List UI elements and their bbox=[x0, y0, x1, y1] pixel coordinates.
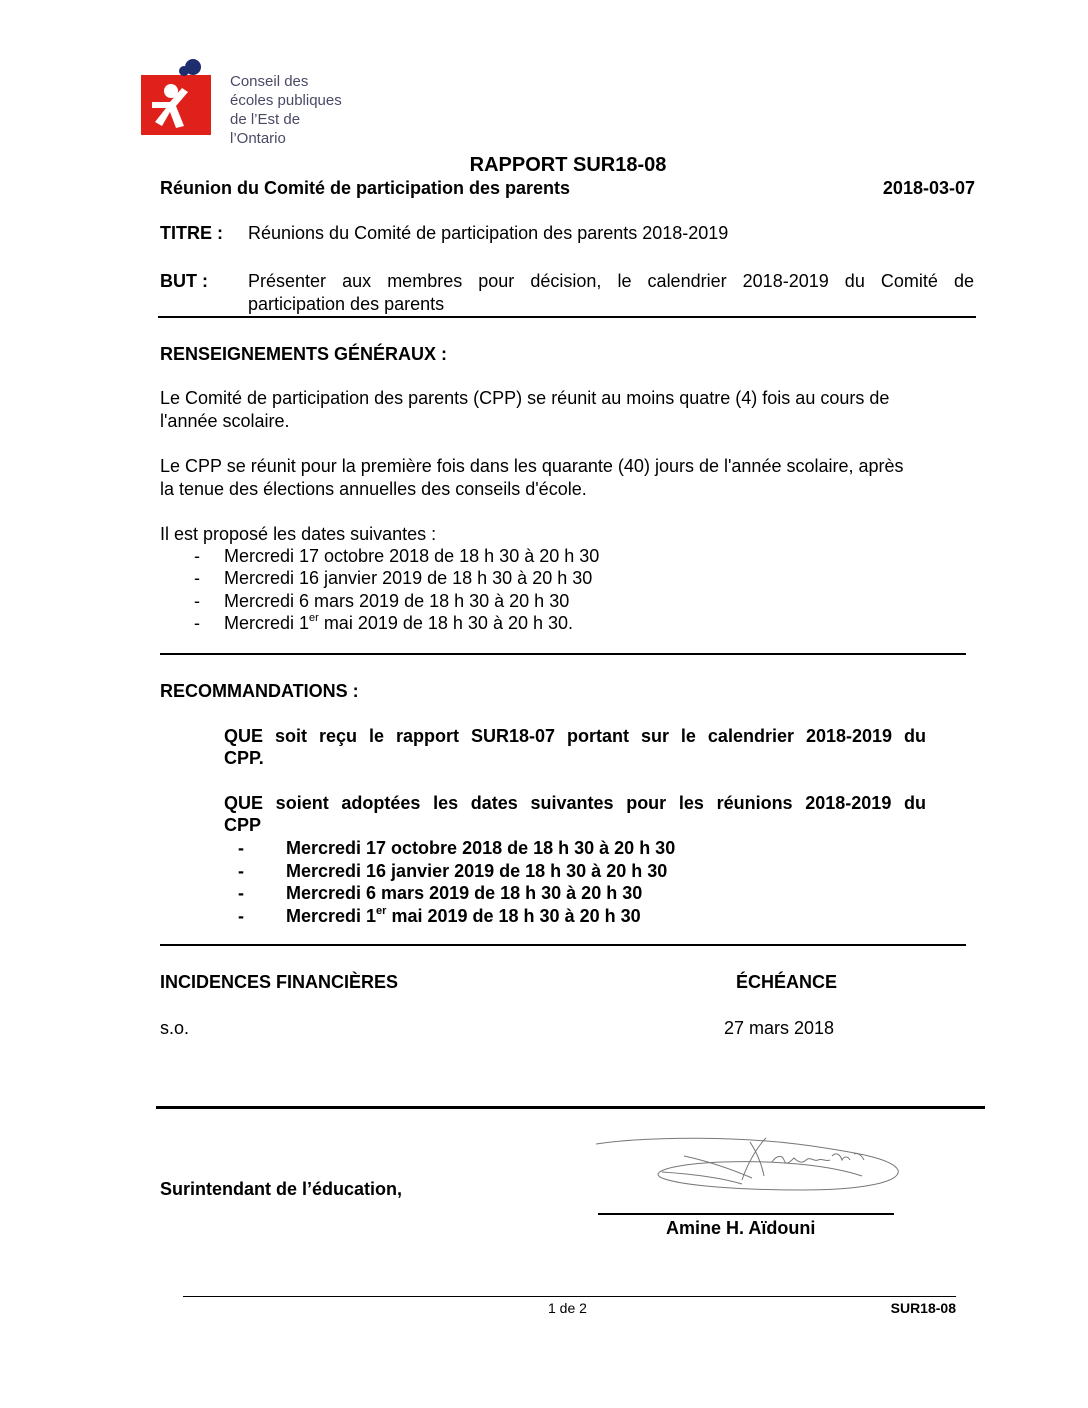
recommendation-line: CPP bbox=[224, 815, 262, 835]
paragraph-line: Le Comité de participation des parents (CPP) se réunit au moins quatre (4) fois au cours de bbox=[160, 388, 890, 408]
but-text-line2: participation des parents bbox=[248, 294, 445, 314]
handwritten-signature-icon bbox=[592, 1132, 904, 1202]
incidences-value: s.o. bbox=[160, 1018, 190, 1038]
recommendation-line: CPP. bbox=[224, 748, 264, 768]
superscript: er bbox=[309, 612, 319, 624]
paragraph-line: l'année scolaire. bbox=[160, 411, 290, 431]
section-heading-recommandations: RECOMMANDATIONS : bbox=[160, 681, 359, 701]
logo-text-line: écoles publiques bbox=[230, 92, 342, 109]
list-item bbox=[224, 612, 573, 634]
report-date: 2018-03-07 bbox=[882, 178, 975, 198]
list-item: Mercredi 6 mars 2019 de 18 h 30 à 20 h 30 bbox=[224, 591, 570, 611]
recommendation-line: QUE soient adoptées les dates suivantes pour les réunions 2018-2019 du bbox=[224, 793, 926, 813]
list-bullet: - bbox=[238, 906, 244, 926]
logo bbox=[140, 58, 350, 147]
paragraph-line: la tenue des élections annuelles des conseils d'école. bbox=[160, 479, 587, 499]
divider bbox=[156, 1106, 985, 1109]
but-text-line1: Présenter aux membres pour décision, le calendrier 2018-2019 du Comité de bbox=[248, 271, 974, 291]
recommendation-line: QUE soit reçu le rapport SUR18-07 portant sur le calendrier 2018-2019 du bbox=[224, 726, 926, 746]
divider bbox=[158, 316, 976, 318]
divider bbox=[160, 944, 966, 946]
list-bullet: - bbox=[194, 613, 200, 633]
echeance-value: 27 mars 2018 bbox=[724, 1018, 835, 1038]
echeance-label: ÉCHÉANCE bbox=[736, 972, 838, 992]
list-item-text: Mercredi 1 bbox=[286, 906, 377, 926]
signature-image bbox=[592, 1132, 904, 1202]
titre-label: TITRE : bbox=[160, 223, 223, 243]
list-bullet: - bbox=[238, 838, 244, 858]
list-item: Mercredi 16 janvier 2019 de 18 h 30 à 20 h 30 bbox=[224, 568, 593, 588]
list-bullet: - bbox=[238, 883, 244, 903]
section-heading-renseignements: RENSEIGNEMENTS GÉNÉRAUX : bbox=[160, 344, 448, 364]
list-item: Mercredi 6 mars 2019 de 18 h 30 à 20 h 30 bbox=[286, 883, 643, 903]
list-item-text: mai 2019 de 18 h 30 à 20 h 30. bbox=[318, 613, 574, 633]
divider bbox=[160, 653, 966, 655]
superscript: er bbox=[376, 905, 387, 917]
logo-text-line: de l’Est de l’Ontario bbox=[230, 111, 301, 147]
list-item: Mercredi 17 octobre 2018 de 18 h 30 à 20 h 30 bbox=[286, 838, 676, 858]
signatory-role: Surintendant de l’éducation, bbox=[160, 1179, 403, 1199]
titre-text: Réunions du Comité de participation des parents 2018-2019 bbox=[248, 223, 729, 243]
logo-mark-icon bbox=[140, 58, 216, 140]
page-number: 1 de 2 bbox=[548, 1300, 587, 1316]
report-title: RAPPORT SUR18-08 bbox=[469, 154, 667, 176]
dates-intro: Il est proposé les dates suivantes : bbox=[160, 524, 437, 544]
signatory-name: Amine H. Aïdouni bbox=[666, 1218, 816, 1238]
logo-text-line: Conseil des bbox=[230, 73, 309, 90]
list-bullet: - bbox=[194, 546, 200, 566]
footer-rule bbox=[183, 1296, 956, 1297]
meeting-name: Réunion du Comité de participation des parents bbox=[160, 178, 571, 198]
paragraph-line: Le CPP se réunit pour la première fois dans les quarante (40) jours de l'année scolaire, après bbox=[160, 456, 904, 476]
list-bullet: - bbox=[194, 568, 200, 588]
list-bullet: - bbox=[238, 861, 244, 881]
footer-ref: SUR18-08 bbox=[890, 1300, 956, 1316]
signature-line bbox=[598, 1213, 894, 1215]
list-item bbox=[286, 905, 641, 927]
list-item-text: Mercredi 1 bbox=[224, 613, 310, 633]
incidences-label: INCIDENCES FINANCIÈRES bbox=[160, 972, 399, 992]
list-item: Mercredi 17 octobre 2018 de 18 h 30 à 20 h 30 bbox=[224, 546, 600, 566]
list-item: Mercredi 16 janvier 2019 de 18 h 30 à 20 h 30 bbox=[286, 861, 668, 881]
but-label: BUT : bbox=[160, 271, 208, 291]
list-bullet: - bbox=[194, 591, 200, 611]
list-item-text: mai 2019 de 18 h 30 à 20 h 30 bbox=[386, 906, 641, 926]
